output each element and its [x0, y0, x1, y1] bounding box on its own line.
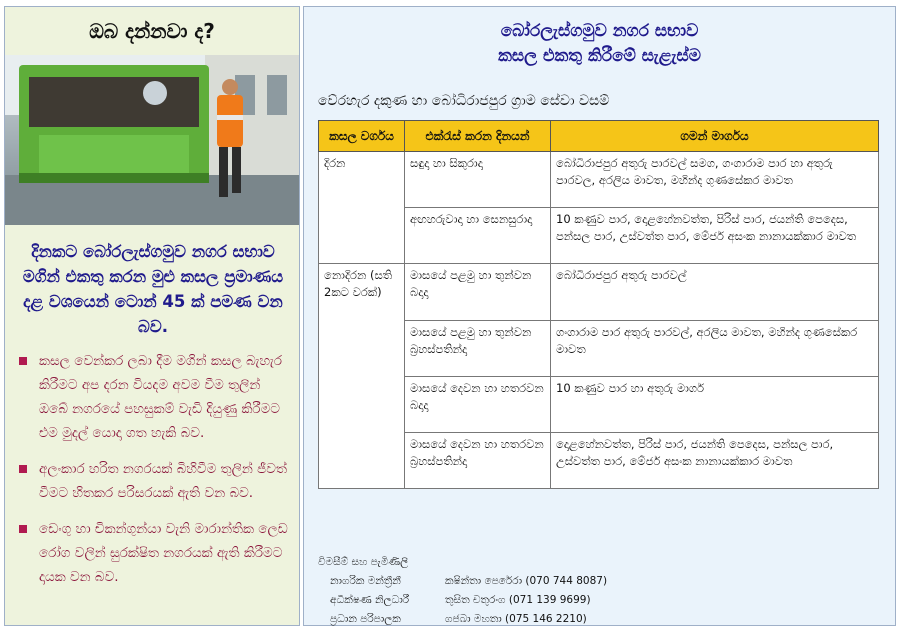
list-item — [19, 457, 291, 505]
contact-row — [318, 610, 607, 629]
header-route: ගමන් මාර්ගය — [551, 121, 879, 152]
bullet-square-icon — [19, 357, 27, 365]
waste-type-cell — [319, 321, 405, 377]
route-cell: බෝධිරාජපුර අතුරු පාරවල් — [551, 264, 879, 321]
garbage-truck-illustration — [5, 55, 299, 225]
bullet-text: කසල වෙන්කර ලබා දීම මගින් කසල බැහැර කිරීමට අප දරන වියදම අවම වීම තුලින් ඔබේ නගරයේ පහසුකම් වැඩි දියුණු කිරීමට එම මුදල් යොදා ගත හැකි බව. — [39, 353, 283, 441]
table-row — [319, 152, 879, 208]
panel-title: ඔබ දන්නවා ද? — [89, 19, 215, 43]
schedule-title — [304, 19, 895, 69]
route-cell: 10 කණුව පාර හා අතුරු මාර්ග — [551, 377, 879, 433]
bullet-text: අලංකාර හරිත නගරයක් බිහිවීම තුලින් ජීවත් වීමට හිතකර පරිසරයක් ඇති වන බව. — [39, 461, 287, 501]
route-cell: 10 කණුව පාර, දොළහේනවත්ත, පිරිස් පාර, ජයන්ති පෙදෙස, පන්සල පාර, උස්වත්ත පාර, මේජර් අසංක නානායක්කාර මාවත — [551, 208, 879, 264]
garbage-truck-photo — [5, 55, 299, 225]
days-cell: මාසයේ දෙවන හා හතරවන බ්‍රහස්පතින්දා — [405, 433, 551, 489]
contact-role: අධීක්ෂණ නිලධාරී — [330, 594, 410, 606]
route-cell: බෝධිරාජපුර අතුරු පාරවල් සමග, ගංගාරාම පාර හා අතුරු පාරවල, අරලිය මාවත, මහින්ද ගුණසේකර මාවත — [551, 152, 879, 208]
table-row — [319, 264, 879, 321]
collection-schedule-table — [318, 120, 879, 489]
title-line-2: කසල එකතු කිරීමේ සැළැස්ම — [498, 46, 701, 66]
bullet-square-icon — [19, 465, 27, 473]
contact-row — [318, 591, 607, 610]
header-collection-days: එක්රැස් කරන දිනයන් — [405, 121, 551, 152]
header-waste-type: කසල වර්ගය — [319, 121, 405, 152]
waste-type-cell — [319, 433, 405, 489]
area-subheading: වේරහැර දකුණ හා බෝධිරාජපුර ග්‍රාම සේවා වසම් — [318, 93, 610, 109]
route-cell: ගංගාරාම පාර අතුරු පාරවල්, අරලිය මාවත, මහින්ද ගුණසේකර මාවත — [551, 321, 879, 377]
info-panel — [4, 6, 300, 626]
contact-role: නාගරික මන්ත්‍රීනී — [330, 575, 401, 587]
waste-type-cell — [319, 208, 405, 264]
list-item — [19, 349, 291, 445]
contact-name-phone: ගජබා මහතා (075 146 2210) — [445, 613, 587, 625]
waste-amount-fact: දිනකට බෝරලැස්ගමුව නගර සභාව මගින් එකතු කරන මුළු කසල ප්‍රමාණය දළ වශයෙන් ටොන් 45 ක් පමණ වන බව. — [22, 242, 284, 336]
title-line-1: බෝරලැස්ගමුව නගර සභාව — [500, 21, 699, 41]
table-row — [319, 433, 879, 489]
days-cell: සඳුදා හා සිකුරාදා — [405, 152, 551, 208]
days-cell: මාසයේ පළමු හා තුන්වන බ්‍රහස්පතින්දා — [405, 321, 551, 377]
contacts-section — [318, 553, 607, 629]
waste-type-cell: නොදිරන (සති 2කට වරක්) — [319, 264, 405, 321]
benefits-list — [19, 349, 291, 601]
contacts-title: විමසීම් සහ පැමිණිලි — [318, 556, 409, 568]
days-cell: අඟහරුවාදා හා සෙනසුරාදා — [405, 208, 551, 264]
table-row — [319, 377, 879, 433]
contact-name-phone: කෂින්තා පෙරේරා (070 744 8087) — [445, 575, 608, 587]
waste-type-cell: දිරන — [319, 152, 405, 208]
bullet-square-icon — [19, 525, 27, 533]
list-item — [19, 517, 291, 589]
days-cell: මාසයේ දෙවන හා හතරවන බදාදා — [405, 377, 551, 433]
table-row — [319, 321, 879, 377]
schedule-panel — [303, 6, 896, 626]
contact-name-phone: තුසිත චතුරංග (071 139 9699) — [445, 594, 591, 606]
table-header-row — [319, 121, 879, 152]
route-cell: දොළහේනවත්ත, පිරිස් පාර, ජයන්ති පෙදෙස, පන්සල පාර, උස්වත්ත පාර, මේජර් අසංක නානායක්කාර මාවත — [551, 433, 879, 489]
table-row — [319, 208, 879, 264]
waste-type-cell — [319, 377, 405, 433]
bullet-text: ඩෙංගු හා චිකන්ගුන්යා වැනි මාරාන්තික ලෙඩ රෝග වලින් සුරක්ෂිත නගරයක් ඇති කිරීමට දායක වන බව. — [39, 521, 288, 585]
contact-role: ප්‍රධාන පරිපාලක — [330, 613, 401, 625]
contact-row — [318, 572, 607, 591]
days-cell: මාසයේ පළමු හා තුන්වන බදාදා — [405, 264, 551, 321]
